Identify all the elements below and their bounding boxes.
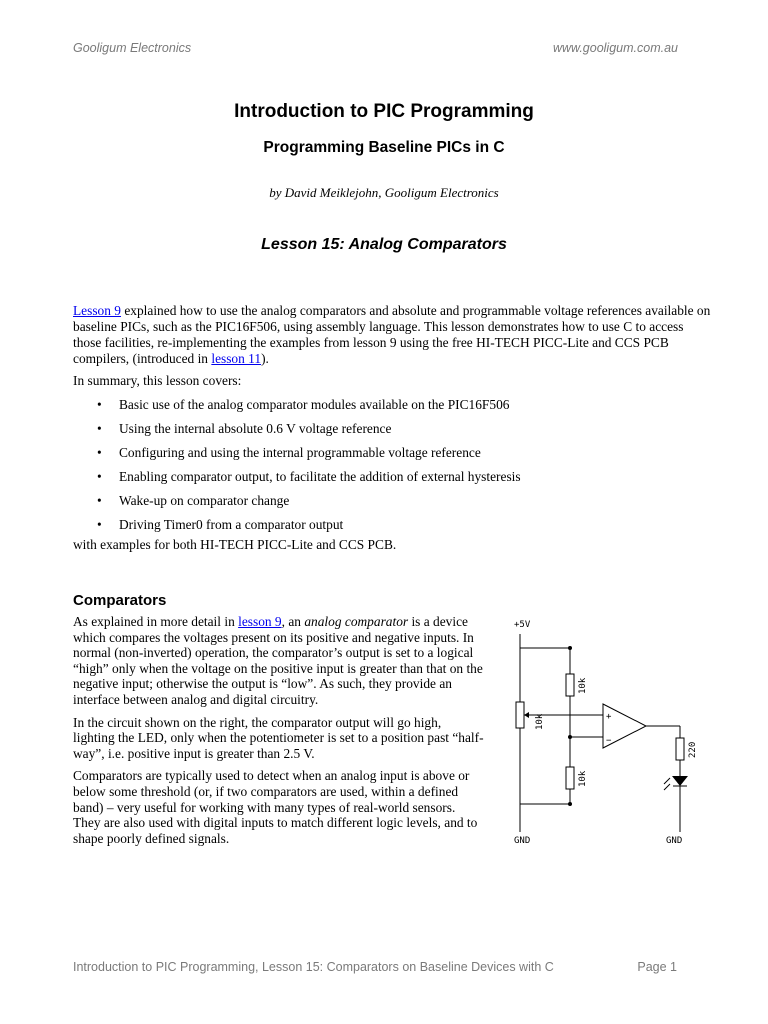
summary-line: In summary, this lesson covers: [73, 373, 242, 388]
bullet-icon: • [97, 493, 102, 508]
list-item [73, 493, 713, 517]
paragraph-3: Comparators are typically used to detect when an analog input is above or below some threshold (or, if two comparators are used, within a defined band) – very useful for working with many types of real-world sensors. They are also used with digital inputs to match different logic levels, and to shape poorly defined signals. [73, 768, 478, 846]
comparator-circuit-diagram [500, 612, 710, 852]
lesson-9-link[interactable]: Lesson 9 [73, 303, 121, 318]
bullet-icon: • [97, 517, 102, 532]
intro-text-2: ). [261, 351, 269, 366]
p1-text-b: , an [281, 614, 305, 629]
lesson-11-link[interactable]: lesson 11 [211, 351, 262, 366]
potentiometer [516, 702, 524, 728]
lesson-title: Lesson 15: Analog Comparators [261, 236, 507, 253]
document-subtitle: Programming Baseline PICs in C [263, 139, 505, 156]
bullet-icon: • [97, 397, 102, 412]
list-item [73, 445, 713, 469]
junction-dot [568, 646, 572, 650]
pot-value-label: 10k [535, 713, 545, 730]
footer-left: Introduction to PIC Programming, Lesson 15: Comparators on Baseline Devices with C [73, 960, 554, 974]
plus-input-label: + [606, 712, 612, 722]
closing-line: with examples for both HI-TECH PICC-Lite and CCS PCB. [73, 537, 397, 552]
header-left: Gooligum Electronics [73, 41, 192, 55]
resistor-bottom [566, 767, 574, 789]
paragraph-1 [73, 614, 485, 708]
p1-text-c: is a device which compares the voltages present on its positive and negative inputs. In normal (non-inverted) operation, the comparator’s output is set to a logical “high” only when the voltage on the positive input is greater than that on the negative input; otherwise the output is “low”. As such, they provide an interface between analog and digital circuitry. [73, 614, 483, 707]
r-top-value-label: 10k [578, 677, 588, 694]
ground-label-right: GND [666, 836, 683, 846]
bullet-icon: • [97, 469, 102, 484]
page-number: Page 1 [637, 960, 677, 974]
junction-dot [568, 802, 572, 806]
list-item-text: Using the internal absolute 0.6 V voltage reference [119, 421, 392, 436]
led-light-arrow [664, 784, 670, 790]
list-item-text: Configuring and using the internal programmable voltage reference [119, 445, 481, 460]
supply-label: +5V [514, 620, 531, 630]
intro-text-1: explained how to use the analog comparators and absolute and programmable voltage references available on baseline PICs, such as the PIC16F506, using assembly language. This lesson demonstrates how to use C to access those facilities, re-implementing the examples from lesson 9 using the free HI-TECH PICC-Lite and CCS PCB compilers, (introduced in [73, 303, 711, 366]
lesson-9-link-2[interactable]: lesson 9 [238, 614, 282, 629]
ground-label-left: GND [514, 836, 531, 846]
resistor-top [566, 674, 574, 696]
minus-input-label: − [606, 736, 612, 746]
document-title: Introduction to PIC Programming [234, 101, 534, 122]
led-light-arrow [664, 778, 670, 784]
list-item [73, 517, 713, 537]
r-led-value-label: 220 [688, 741, 698, 758]
paragraph-2: In the circuit shown on the right, the comparator output will go high, lighting the LED, only when the potentiometer is set to a position past “half-way”, i.e. positive input is greater than 2.5 V. [73, 714, 484, 761]
p1-emphasis: analog comparator [304, 614, 409, 629]
junction-dot [568, 735, 572, 739]
led-symbol [672, 776, 688, 786]
section-heading: Comparators [73, 592, 167, 609]
r-bottom-value-label: 10k [578, 770, 588, 787]
list-item [73, 397, 713, 421]
comparators-body [73, 614, 485, 853]
header-url[interactable]: www.gooligum.com.au [552, 41, 678, 55]
bullet-icon: • [97, 421, 102, 436]
p1-text-a: As explained in more detail in [73, 614, 239, 629]
list-item-text: Driving Timer0 from a comparator output [119, 517, 344, 532]
list-item-text: Wake-up on comparator change [119, 493, 290, 508]
resistor-led [676, 738, 684, 760]
bullet-list [73, 397, 713, 537]
intro-paragraph [73, 303, 713, 367]
list-item [73, 421, 713, 445]
list-item [73, 469, 713, 493]
list-item-text: Enabling comparator output, to facilitate the addition of external hysteresis [119, 469, 521, 484]
intro-section [73, 303, 713, 559]
byline: by David Meiklejohn, Gooligum Electronics [269, 185, 499, 200]
bullet-icon: • [97, 445, 102, 460]
wiper-arrow [524, 712, 529, 718]
list-item-text: Basic use of the analog comparator modules available on the PIC16F506 [119, 397, 510, 412]
